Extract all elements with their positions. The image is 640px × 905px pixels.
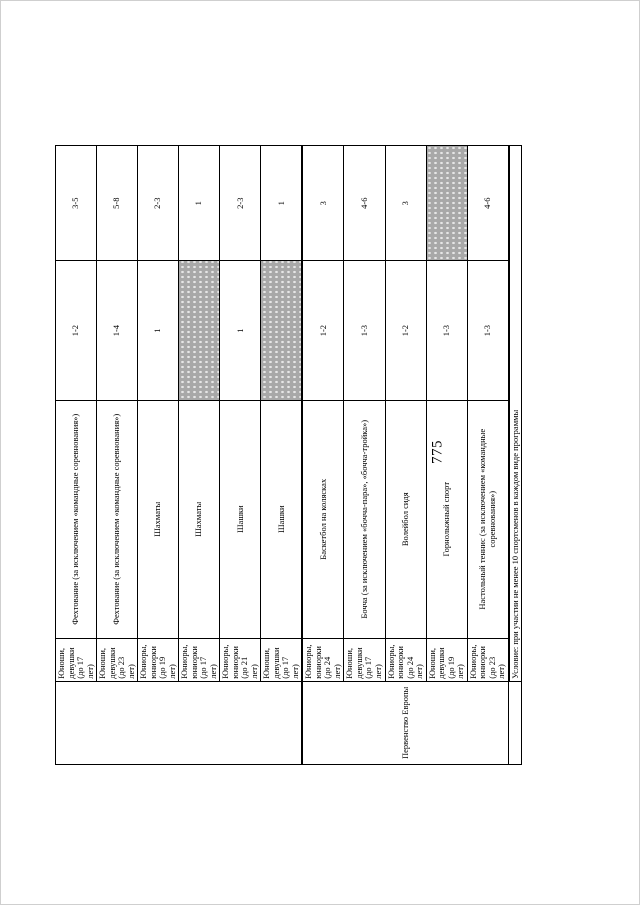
group-cell-empty — [509, 681, 522, 764]
place1-cell: 1 — [138, 261, 179, 400]
age-cell: Юниоры, юниорки (до 17 лет) — [179, 638, 220, 681]
rotated-table-container — [55, 145, 520, 765]
table-row — [302, 146, 344, 765]
age-cell: Юноши, девушки (до 17 лет) — [261, 638, 303, 681]
discipline-cell: Волейбол сидя — [385, 400, 426, 638]
age-cell: Юниоры, юниорки (до 21 лет) — [220, 638, 261, 681]
discipline-cell: Шахматы — [179, 400, 220, 638]
page-number: 775 — [429, 440, 446, 464]
place2-cell: 1 — [261, 146, 303, 261]
place1-cell-shaded — [179, 261, 220, 400]
group-cell-empty — [179, 681, 220, 764]
table-row — [344, 146, 385, 765]
table-row — [220, 146, 261, 765]
group-cell-empty — [220, 681, 261, 764]
place1-cell-shaded — [261, 261, 303, 400]
age-cell: Юниоры, юниорки (до 24 лет) — [302, 638, 344, 681]
place2-cell-shaded — [426, 146, 467, 261]
age-cell: Юниоры, юниорки (до 24 лет) — [385, 638, 426, 681]
place2-cell: 4-6 — [467, 146, 509, 261]
discipline-cell: Бочча (за исключением «бочча-пара», «бочча-тройка») — [344, 400, 385, 638]
age-cell: Юноши, девушки (до 23 лет) — [97, 638, 138, 681]
condition-note: Условие: при участии не менее 10 спортсменов в каждом виде программы — [509, 146, 522, 682]
group-cell-empty — [97, 681, 138, 764]
age-cell: Юноши, девушки (до 17 лет) — [56, 638, 97, 681]
place2-cell: 2-3 — [138, 146, 179, 261]
place1-cell: 1-3 — [467, 261, 509, 400]
place1-cell: 1-2 — [56, 261, 97, 400]
place2-cell: 2-3 — [220, 146, 261, 261]
place1-cell: 1-3 — [344, 261, 385, 400]
group-cell-empty — [261, 681, 303, 764]
place2-cell: 3 — [302, 146, 344, 261]
group-cell-empty — [138, 681, 179, 764]
discipline-cell: Шашки — [261, 400, 303, 638]
table-row — [56, 146, 97, 765]
discipline-cell: Фехтование (за исключением «командные соревнования») — [97, 400, 138, 638]
table-row — [179, 146, 220, 765]
group-label: Первенство Европы — [302, 681, 508, 764]
table-row — [138, 146, 179, 765]
discipline-cell: Шашки — [220, 400, 261, 638]
table-row — [467, 146, 509, 765]
results-table — [55, 145, 522, 765]
place2-cell: 3 — [385, 146, 426, 261]
discipline-cell: Горнолыжный спорт — [426, 400, 467, 638]
place1-cell: 1-2 — [302, 261, 344, 400]
table-row — [385, 146, 426, 765]
place2-cell: 1 — [179, 146, 220, 261]
table-row — [426, 146, 467, 765]
age-cell: Юниоры, юниорки (до 23 лет) — [467, 638, 509, 681]
place2-cell: 5-8 — [97, 146, 138, 261]
discipline-cell: Настольный теннис (за исключением «командные соревнования») — [467, 400, 509, 638]
place1-cell: 1-3 — [426, 261, 467, 400]
group-cell-empty — [56, 681, 97, 764]
age-cell: Юноши, девушки (до 19 лет) — [426, 638, 467, 681]
discipline-cell: Фехтование (за исключением «командные соревнования») — [56, 400, 97, 638]
table-row-condition — [509, 146, 522, 765]
age-cell: Юниоры, юниорки (до 19 лет) — [138, 638, 179, 681]
discipline-cell: Шахматы — [138, 400, 179, 638]
place1-cell: 1 — [220, 261, 261, 400]
place1-cell: 1-4 — [97, 261, 138, 400]
place2-cell: 3-5 — [56, 146, 97, 261]
age-cell: Юноши, девушки (до 17 лет) — [344, 638, 385, 681]
table-row — [97, 146, 138, 765]
place2-cell: 4-6 — [344, 146, 385, 261]
discipline-cell: Баскетбол на колясках — [302, 400, 344, 638]
table-row — [261, 146, 303, 765]
place1-cell: 1-2 — [385, 261, 426, 400]
